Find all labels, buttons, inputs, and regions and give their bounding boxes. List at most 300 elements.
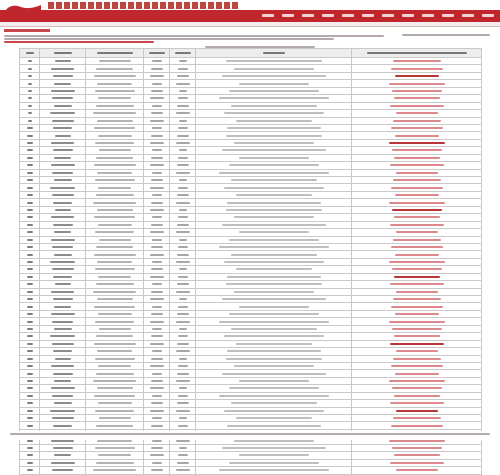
intro-link[interactable] [4, 41, 154, 43]
cell-text [97, 83, 132, 85]
table-cell [170, 162, 196, 169]
table-cell [170, 415, 196, 422]
row-link[interactable] [396, 469, 438, 471]
cell-text [55, 135, 71, 137]
cell-text [27, 380, 33, 382]
cell-text [151, 268, 163, 270]
table-cell [86, 236, 144, 243]
cell-text [176, 202, 190, 204]
cell-text [52, 194, 74, 196]
table-cell[interactable] [352, 459, 482, 466]
row-link[interactable] [391, 425, 443, 427]
cell-text [177, 313, 189, 315]
table-cell [20, 72, 40, 79]
table-cell [40, 467, 86, 474]
row-link[interactable] [395, 373, 439, 375]
cell-text [28, 112, 32, 114]
cell-text [54, 328, 72, 330]
table-cell[interactable] [352, 318, 482, 325]
nav-item[interactable] [462, 14, 474, 17]
table-cell[interactable] [352, 281, 482, 288]
table-cell [40, 236, 86, 243]
intro-text [4, 35, 384, 37]
row-link[interactable] [393, 298, 441, 300]
row-link[interactable] [392, 328, 442, 330]
table-cell[interactable] [352, 355, 482, 362]
table-cell[interactable] [352, 95, 482, 102]
nav-item[interactable] [362, 14, 374, 17]
cell-text [27, 402, 33, 404]
cell-text [151, 68, 163, 70]
table-cell [40, 385, 86, 392]
table-cell [20, 177, 40, 184]
cell-text [27, 298, 33, 300]
table-cell [196, 191, 352, 198]
page-title [4, 29, 50, 32]
table-cell [144, 169, 170, 176]
cell-text [94, 306, 135, 308]
table-cell [170, 236, 196, 243]
table-row [20, 206, 482, 213]
table-cell [196, 340, 352, 347]
table-cell[interactable] [352, 132, 482, 139]
cell-text [152, 60, 162, 62]
cell-text [179, 387, 187, 389]
row-link[interactable] [390, 343, 444, 345]
table-cell [170, 147, 196, 154]
table-row [20, 422, 482, 429]
row-link[interactable] [391, 246, 443, 248]
nav-item[interactable] [422, 14, 434, 17]
table-cell [86, 72, 144, 79]
table-cell [144, 65, 170, 72]
table-cell [20, 236, 40, 243]
table-cell[interactable] [352, 236, 482, 243]
table-row [20, 452, 482, 459]
table-cell[interactable] [352, 221, 482, 228]
table-cell[interactable] [352, 273, 482, 280]
table-cell [170, 400, 196, 407]
table-cell[interactable] [352, 177, 482, 184]
table-cell[interactable] [352, 452, 482, 459]
row-link[interactable] [396, 350, 438, 352]
table-cell[interactable] [352, 214, 482, 221]
table-cell [40, 318, 86, 325]
table-cell[interactable] [352, 162, 482, 169]
table-cell[interactable] [352, 117, 482, 124]
row-link[interactable] [389, 321, 445, 323]
table-cell [170, 273, 196, 280]
table-cell [86, 400, 144, 407]
table-cell [170, 72, 196, 79]
row-link[interactable] [390, 105, 444, 107]
table-cell [20, 296, 40, 303]
table-cell[interactable] [352, 400, 482, 407]
row-link[interactable] [390, 462, 444, 464]
row-link[interactable] [389, 380, 445, 382]
table-cell[interactable] [352, 340, 482, 347]
cell-text [27, 268, 33, 270]
table-cell[interactable] [352, 58, 482, 65]
table-cell[interactable] [352, 370, 482, 377]
table-cell [196, 377, 352, 384]
table-cell [40, 355, 86, 362]
cell-text [151, 179, 163, 181]
table-cell [40, 147, 86, 154]
table-cell[interactable] [352, 243, 482, 250]
cell-text [151, 224, 163, 226]
cell-text [51, 387, 75, 389]
table-cell[interactable] [352, 110, 482, 117]
table-cell [196, 318, 352, 325]
table-cell[interactable] [352, 444, 482, 451]
table-cell [40, 281, 86, 288]
cell-text [52, 97, 73, 99]
row-link[interactable] [390, 402, 444, 404]
cell-text [229, 387, 319, 389]
table-cell [196, 288, 352, 295]
table-cell[interactable] [352, 348, 482, 355]
cell-text [150, 276, 164, 278]
table-row [20, 169, 482, 176]
cell-text [96, 425, 133, 427]
table-cell [196, 296, 352, 303]
cell-text [151, 112, 163, 114]
row-link[interactable] [391, 127, 443, 129]
table-row [20, 310, 482, 317]
cell-text [96, 105, 134, 107]
cell-text [27, 283, 33, 285]
row-link[interactable] [394, 454, 440, 456]
cell-text [227, 202, 321, 204]
table-cell[interactable] [352, 362, 482, 369]
nav-item[interactable] [322, 14, 334, 17]
table-cell[interactable] [352, 80, 482, 87]
table-cell [196, 154, 352, 161]
table-cell[interactable] [352, 258, 482, 265]
row-link[interactable] [389, 202, 445, 204]
table-cell [144, 251, 170, 258]
table-cell [170, 318, 196, 325]
cell-text [53, 350, 72, 352]
table-cell [20, 139, 40, 146]
table-cell [196, 124, 352, 131]
row-link[interactable] [394, 335, 440, 337]
row-link[interactable] [392, 149, 442, 151]
cell-text [226, 135, 322, 137]
table-cell[interactable] [352, 139, 482, 146]
table-cell [170, 243, 196, 250]
cell-text [151, 447, 163, 449]
row-link[interactable] [392, 268, 442, 270]
nav-item[interactable] [482, 14, 494, 17]
cell-text [176, 231, 190, 233]
table-cell [144, 199, 170, 206]
row-link[interactable] [394, 157, 440, 159]
nav-item[interactable] [342, 14, 354, 17]
table-cell [40, 377, 86, 384]
cell-text [176, 142, 190, 144]
cell-text [150, 75, 164, 77]
table-cell[interactable] [352, 72, 482, 79]
table-cell [86, 132, 144, 139]
table-cell [144, 392, 170, 399]
row-link[interactable] [389, 83, 445, 85]
row-link[interactable] [396, 231, 438, 233]
cell-text [152, 350, 162, 352]
cell-text [95, 410, 134, 412]
table-cell [144, 370, 170, 377]
cell-text [28, 68, 32, 70]
table-cell[interactable] [352, 251, 482, 258]
table-cell[interactable] [352, 229, 482, 236]
table-cell [40, 124, 86, 131]
table-row [20, 229, 482, 236]
table-cell [196, 169, 352, 176]
table-cell[interactable] [352, 147, 482, 154]
row-link[interactable] [393, 60, 441, 62]
table-cell [170, 370, 196, 377]
table-cell[interactable] [352, 184, 482, 191]
table-cell [196, 236, 352, 243]
cell-text [93, 291, 136, 293]
row-link[interactable] [396, 291, 438, 293]
cell-text [27, 462, 33, 464]
cell-text [97, 350, 132, 352]
table-cell[interactable] [352, 392, 482, 399]
nav-item[interactable] [262, 14, 274, 17]
row-link[interactable] [389, 261, 445, 263]
cell-text [178, 216, 188, 218]
table-cell[interactable] [352, 303, 482, 310]
table-cell [86, 415, 144, 422]
table-cell [86, 162, 144, 169]
cell-text [96, 373, 134, 375]
table-row [20, 459, 482, 466]
table-cell[interactable] [352, 266, 482, 273]
table-cell [144, 214, 170, 221]
cell-text [55, 283, 71, 285]
cell-text [95, 358, 135, 360]
table-cell [20, 199, 40, 206]
cell-text [152, 306, 162, 308]
cell-text [178, 335, 188, 337]
cell-text [27, 254, 33, 256]
table-cell[interactable] [352, 415, 482, 422]
cell-text [96, 157, 133, 159]
table-cell [144, 147, 170, 154]
row-link[interactable] [391, 365, 443, 367]
table-row [20, 132, 482, 139]
table-cell [86, 80, 144, 87]
row-link[interactable] [392, 209, 442, 211]
cell-text [28, 120, 32, 122]
table-cell [144, 58, 170, 65]
cell-text [54, 254, 72, 256]
row-link[interactable] [393, 417, 441, 419]
row-link[interactable] [391, 306, 443, 308]
table-cell[interactable] [352, 296, 482, 303]
nav-item[interactable] [442, 14, 454, 17]
table-cell [170, 132, 196, 139]
row-link[interactable] [395, 75, 439, 77]
cell-text [152, 373, 162, 375]
table-cell[interactable] [352, 191, 482, 198]
row-link[interactable] [393, 179, 441, 181]
table-cell [40, 407, 86, 414]
table-cell[interactable] [352, 199, 482, 206]
table-cell [20, 400, 40, 407]
table-cell[interactable] [352, 407, 482, 414]
cell-text [151, 380, 163, 382]
table-row [20, 80, 482, 87]
cell-text [27, 239, 33, 241]
cell-text [98, 224, 132, 226]
row-link[interactable] [394, 216, 440, 218]
table-cell[interactable] [352, 87, 482, 94]
table-cell [144, 258, 170, 265]
table-cell [170, 95, 196, 102]
table-row [20, 102, 482, 109]
row-link[interactable] [394, 395, 440, 397]
table-cell[interactable] [352, 65, 482, 72]
table-cell [196, 310, 352, 317]
table-cell [40, 65, 86, 72]
row-link[interactable] [395, 254, 439, 256]
row-link[interactable] [396, 410, 438, 412]
column-header [40, 49, 86, 58]
table-row [20, 65, 482, 72]
row-link[interactable] [394, 276, 440, 278]
cell-text [151, 157, 163, 159]
table-cell [40, 444, 86, 451]
table-cell [86, 333, 144, 340]
table-cell [196, 214, 352, 221]
table-cell [20, 348, 40, 355]
row-link[interactable] [391, 68, 443, 70]
table-cell [196, 385, 352, 392]
table-cell[interactable] [352, 124, 482, 131]
row-link[interactable] [390, 283, 444, 285]
table-cell [170, 191, 196, 198]
row-link[interactable] [392, 387, 442, 389]
row-link[interactable] [390, 224, 444, 226]
table-cell [144, 206, 170, 213]
row-link[interactable] [392, 447, 442, 449]
row-link[interactable] [389, 142, 445, 144]
table-cell [20, 385, 40, 392]
cell-text [52, 321, 73, 323]
cell-text [94, 254, 136, 256]
table-cell [196, 400, 352, 407]
cell-text [176, 469, 190, 471]
table-cell [170, 459, 196, 466]
cell-text [27, 410, 33, 412]
cell-text [99, 328, 131, 330]
cell-text [152, 149, 162, 151]
row-link[interactable] [390, 164, 444, 166]
table-cell [144, 296, 170, 303]
cell-text [28, 60, 32, 62]
cell-text [52, 469, 73, 471]
column-header [86, 49, 144, 58]
table-cell [196, 199, 352, 206]
main-nav [0, 10, 500, 22]
row-link[interactable] [391, 187, 443, 189]
row-link[interactable] [395, 135, 439, 137]
table-cell[interactable] [352, 333, 482, 340]
table-cell [40, 258, 86, 265]
table-cell[interactable] [352, 206, 482, 213]
table-cell [40, 273, 86, 280]
table-cell [40, 87, 86, 94]
cell-text [27, 157, 33, 159]
cell-text [152, 83, 162, 85]
table-cell [20, 310, 40, 317]
table-cell[interactable] [352, 310, 482, 317]
row-link[interactable] [393, 358, 441, 360]
table-cell[interactable] [352, 377, 482, 384]
row-link[interactable] [394, 97, 440, 99]
cell-text [94, 395, 135, 397]
table-cell [86, 377, 144, 384]
cell-text [222, 298, 326, 300]
table-cell[interactable] [352, 467, 482, 474]
table-cell [40, 117, 86, 124]
cell-text [97, 209, 133, 211]
table-cell [144, 191, 170, 198]
table-cell[interactable] [352, 288, 482, 295]
nav-item[interactable] [302, 14, 314, 17]
cell-text [179, 417, 187, 419]
table-cell[interactable] [352, 325, 482, 332]
nav-item[interactable] [282, 14, 294, 17]
table-cell[interactable] [352, 422, 482, 429]
table-cell[interactable] [352, 385, 482, 392]
row-link[interactable] [395, 194, 439, 196]
table-row [20, 110, 482, 117]
cell-text [177, 75, 189, 77]
row-link[interactable] [392, 90, 442, 92]
table-cell[interactable] [352, 102, 482, 109]
table-cell[interactable] [352, 154, 482, 161]
cell-text [178, 187, 188, 189]
table-cell [170, 392, 196, 399]
row-link[interactable] [393, 120, 441, 122]
cell-text [53, 127, 72, 129]
table-cell [196, 102, 352, 109]
table-cell [144, 281, 170, 288]
table-cell[interactable] [352, 169, 482, 176]
table-cell [144, 467, 170, 474]
cell-text [28, 105, 32, 107]
row-link[interactable] [396, 112, 438, 114]
table-cell [196, 229, 352, 236]
table-cell [86, 102, 144, 109]
cell-text [229, 239, 319, 241]
row-link[interactable] [393, 239, 441, 241]
nav-item[interactable] [382, 14, 394, 17]
table-cell [144, 303, 170, 310]
row-link[interactable] [396, 172, 438, 174]
cell-text [176, 172, 190, 174]
table-cell [144, 273, 170, 280]
nav-item[interactable] [402, 14, 414, 17]
table-cell [144, 102, 170, 109]
row-link[interactable] [395, 313, 439, 315]
cell-text [178, 395, 188, 397]
table-cell [144, 154, 170, 161]
